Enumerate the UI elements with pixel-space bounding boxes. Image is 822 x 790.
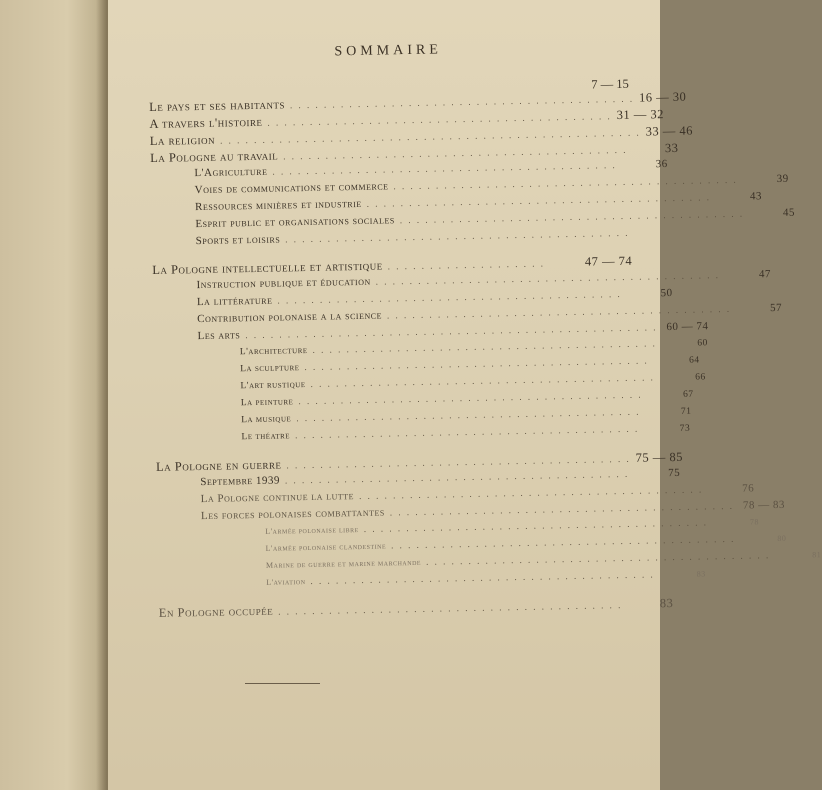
toc-entry-histoire: A travers l'histoire . . . . . . . . . . . . . . . . . . . . . . . . . . . . . . . . . . . . . . . . . 31 — 32 [149, 107, 665, 131]
toc-entry-science: Contribution polonaise a la science . . . . . . . . . . . . . . . . . . . . . . . . . . . . . . . . . . . . . . . . . 57 [197, 301, 783, 326]
toc-entry-architecture: L'architecture . . . . . . . . . . . . . . . . . . . . . . . . . . . . . . . . . . . . . . . . . 60 [239, 338, 708, 358]
toc-top-range: 7 — 15 [591, 76, 629, 92]
toc-entry-religion: La religion . . . . . . . . . . . . . . . . . . . . . . . . . . . . . . . . . . . . . . . . . . . . . . . . . . 33 — 46 [149, 123, 694, 148]
toc-entry-pays: Le pays et ses habitants . . . . . . . . . . . . . . . . . . . . . . . . . . . . . . . . . . . . . . . . . 16 — 30 [148, 89, 687, 114]
toc-entry-arts: Les arts . . . . . . . . . . . . . . . . . . . . . . . . . . . . . . . . . . . . . . . . . . . . . . . . . 60 — 74 [197, 320, 709, 343]
toc-entry-sports: Sports et loisirs . . . . . . . . . . . . . . . . . . . . . . . . . . . . . . . . . . . . . . . . . [195, 227, 630, 248]
toc-entry-art-rustique: L'art rustique . . . . . . . . . . . . . . . . . . . . . . . . . . . . . . . . . . . . . . . . . 66 [240, 372, 706, 392]
toc-page [108, 0, 822, 790]
toc-entry-marine: Marine de guerre et marine marchande . . . . . . . . . . . . . . . . . . . . . . . . . . . . . . . . . . . . . . . . . 81 [265, 550, 822, 570]
toc-entry-armee-libre: L'armée polonaise libre . . . . . . . . . . . . . . . . . . . . . . . . . . . . . . . . . . . . . . . . . 78 [265, 517, 760, 536]
toc-entry-intellectuelle: La Pologne intellectuelle et artistique . . . . . . . . . . . . . . . . . . . 47 — 74 [152, 253, 633, 277]
toc-entry-forces: Les forces polonaises combattantes . . . . . . . . . . . . . . . . . . . . . . . . . . . . . . . . . . . . . . . . . 78 — 83 [200, 498, 786, 523]
end-rule [245, 683, 320, 684]
toc-entry-ressources: Ressources minières et industrie . . . . . . . . . . . . . . . . . . . . . . . . . . . . . . . . . . . . . . . . . 43 [194, 190, 763, 214]
toc-entry-peinture: La peinture . . . . . . . . . . . . . . . . . . . . . . . . . . . . . . . . . . . . . . . . . 67 [240, 389, 694, 409]
toc-entry-lutte: La Pologne continue la lutte . . . . . . . . . . . . . . . . . . . . . . . . . . . . . . . . . . . . . . . . . 76 [200, 482, 755, 506]
toc-entry-agriculture: L'Agriculture . . . . . . . . . . . . . . . . . . . . . . . . . . . . . . . . . . . . . . . . . 36 [194, 158, 668, 180]
toc-entry-esprit: Esprit public et organisations sociales . . . . . . . . . . . . . . . . . . . . . . . . . . . . . . . . . . . . . . . . . 45 [195, 206, 796, 231]
toc-entry-theatre: Le théatre . . . . . . . . . . . . . . . . . . . . . . . . . . . . . . . . . . . . . . . . . 73 [241, 423, 691, 443]
toc-entry-septembre: Septembre 1939 . . . . . . . . . . . . . . . . . . . . . . . . . . . . . . . . . . . . . . . . . 75 [200, 466, 681, 489]
toc-entry-occupee: En Pologne occupée . . . . . . . . . . . . . . . . . . . . . . . . . . . . . . . . . . . . . . . . . 83 [158, 596, 674, 620]
toc-entry-guerre: La Pologne en guerre . . . . . . . . . . . . . . . . . . . . . . . . . . . . . . . . . . . . . . . . . 75 — 85 [155, 449, 684, 474]
toc-entry-musique: La musique . . . . . . . . . . . . . . . . . . . . . . . . . . . . . . . . . . . . . . . . . 71 [241, 406, 692, 426]
toc-entry-sculpture: La sculpture . . . . . . . . . . . . . . . . . . . . . . . . . . . . . . . . . . . . . . . . . 64 [240, 355, 700, 375]
toc-entry-travail: La Pologne au travail . . . . . . . . . . . . . . . . . . . . . . . . . . . . . . . . . . . . . . . . . 33 [149, 140, 679, 165]
page-title: SOMMAIRE [334, 42, 442, 60]
toc-entry-litterature: La littérature . . . . . . . . . . . . . . . . . . . . . . . . . . . . . . . . . . . . . . . . . 50 [196, 286, 673, 309]
toc-entry-armee-clandestine: L'armée polonaise clandestine . . . . . . . . . . . . . . . . . . . . . . . . . . . . . . . . . . . . . . . . . 80 [265, 533, 787, 553]
toc-entry-aviation: L'aviation . . . . . . . . . . . . . . . . . . . . . . . . . . . . . . . . . . . . . . . . . 83 [266, 569, 706, 587]
toc-entry-voies: Voies de communications et commerce . . . . . . . . . . . . . . . . . . . . . . . . . . . . . . . . . . . . . . . . . 39 [194, 172, 789, 197]
toc-entry-instruction: Instruction publique et éducation . . . . . . . . . . . . . . . . . . . . . . . . . . . . . . . . . . . . . . . . . 47 [196, 268, 772, 292]
toc-content [148, 39, 822, 623]
